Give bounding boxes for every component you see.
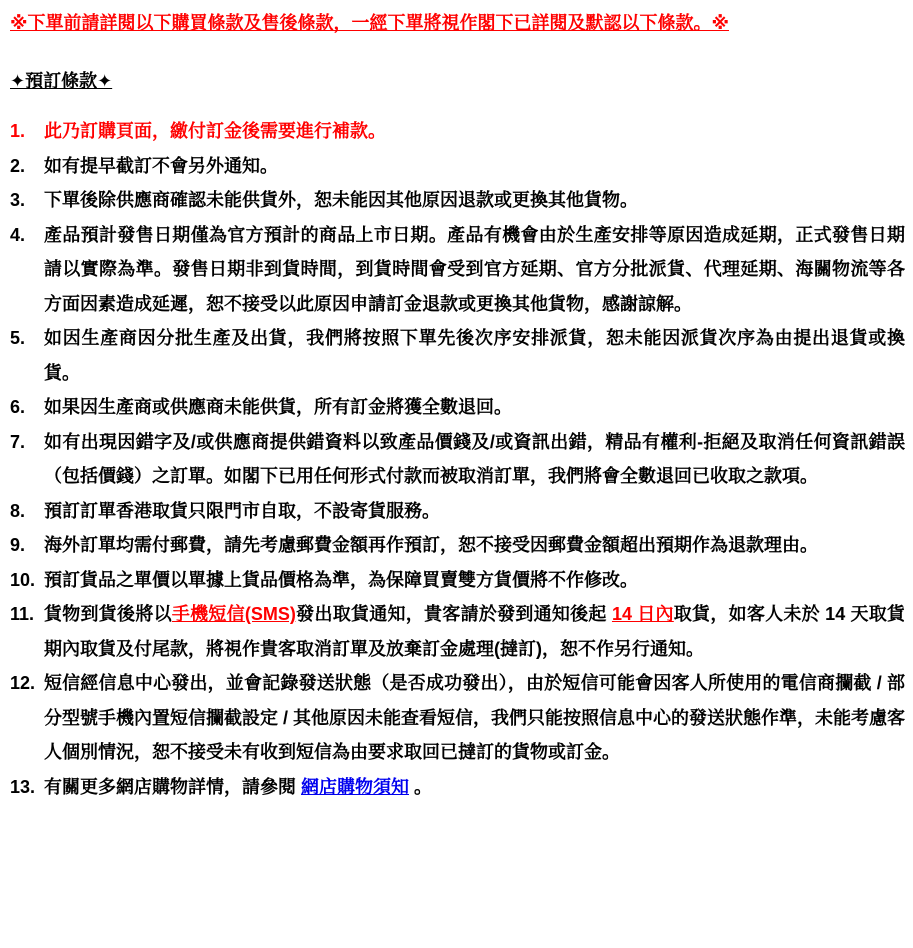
term-number: 12. xyxy=(10,673,36,693)
terms-list xyxy=(10,114,905,804)
sms-notice-emphasis: 手機短信(SMS) xyxy=(171,604,296,624)
term-number: 4. xyxy=(10,224,26,245)
term-number: 11. xyxy=(10,604,35,624)
term-item xyxy=(10,149,905,184)
term-text-segment: 如有提早截訂不會另外通知。 xyxy=(44,155,278,176)
term-text xyxy=(44,494,905,529)
term-text-segment: 下單後除供應商確認未能供貨外，恕未能因其他原因退款或更換其他貨物。 xyxy=(44,190,638,210)
term-text-segment: 短信經信息中心發出，並會記錄發送狀態（是否成功發出），由於短信可能會因客人所使用的電信商攔截 / 部分型號手機內置短信攔截設定 / 其他原因未能查看短信，我們只能按照信息中心的發送狀態作準，未能考慮客人個別情況，恕不接受未有收到短信為由要求取回已撻訂的貨物或訂金。 xyxy=(44,673,905,762)
term-text xyxy=(44,183,905,218)
term-text xyxy=(44,321,905,390)
term-item xyxy=(10,218,905,322)
term-item xyxy=(10,597,905,666)
term-item xyxy=(10,666,905,770)
term-item xyxy=(10,770,905,805)
document-title: ※下單前請詳閱以下購買條款及售後條款，一經下單將視作閣下已詳閱及默認以下條款。※ xyxy=(10,13,729,33)
term-text xyxy=(44,114,905,149)
term-text-segment: 。 xyxy=(409,776,433,797)
pickup-deadline-emphasis: 14 日內 xyxy=(611,604,674,624)
term-number: 2. xyxy=(10,155,26,176)
term-item xyxy=(10,494,905,529)
term-text-segment: 如果因生產商或供應商未能供貨，所有訂金將獲全數退回。 xyxy=(44,397,512,417)
term-number: 7. xyxy=(10,431,26,452)
term-number: 3. xyxy=(10,190,26,210)
term-text-segment: 預訂貨品之單價以單據上貨品價格為準，為保障買賣雙方貨價將不作修改。 xyxy=(44,569,638,590)
term-text-segment: 貨物到貨後將以 xyxy=(44,604,172,624)
term-text-segment: 取貨，如客人未於 14 天取貨期內取貨及付尾款，將視作貴客取消訂單及放棄訂金處理(撻訂)，恕不作另行通知。 xyxy=(44,604,906,659)
term-item xyxy=(10,563,905,598)
term-number: 8. xyxy=(10,500,26,521)
term-text xyxy=(44,563,905,598)
term-item xyxy=(10,390,905,425)
term-number: 1. xyxy=(10,121,26,141)
term-text xyxy=(44,666,905,770)
term-text xyxy=(44,218,905,322)
term-text xyxy=(44,425,905,494)
term-item xyxy=(10,183,905,218)
term-text xyxy=(44,770,905,805)
term-item xyxy=(10,114,905,149)
term-text xyxy=(44,390,905,425)
term-number: 10. xyxy=(10,569,36,590)
term-item xyxy=(10,528,905,563)
term-text xyxy=(44,528,905,563)
term-text-segment: 預訂訂單香港取貨只限門市自取，不設寄貨服務。 xyxy=(44,500,440,521)
term-text-segment: 此乃訂購頁面，繳付訂金後需要進行補款。 xyxy=(44,121,386,141)
term-text-segment: 有關更多網店購物詳情，請參閱 xyxy=(44,776,301,797)
term-item xyxy=(10,321,905,390)
term-number: 6. xyxy=(10,397,26,417)
term-number: 13. xyxy=(10,776,36,797)
preorder-terms-heading: ✦預訂條款✦ xyxy=(10,71,113,91)
term-number: 9. xyxy=(10,535,26,555)
term-text-segment: 如因生產商因分批生產及出貨，我們將按照下單先後次序安排派貨，恕未能因派貨次序為由提出退貨或換貨。 xyxy=(44,328,905,383)
term-item xyxy=(10,425,905,494)
term-text-segment: 海外訂單均需付郵費，請先考慮郵費金額再作預訂，恕不接受因郵費金額超出預期作為退款理由。 xyxy=(44,535,818,555)
term-text xyxy=(44,597,905,666)
term-text xyxy=(44,149,905,184)
term-text-segment: 產品預計發售日期僅為官方預計的商品上市日期。產品有機會由於生產安排等原因造成延期，正式發售日期請以實際為準。發售日期非到貨時間，到貨時間會受到官方延期、官方分批派貨、代理延期、海關物流等各方面因素造成延遲，恕不接受以此原因申請訂金退款或更換其他貨物，感謝諒解。 xyxy=(44,224,905,314)
term-text-segment: 如有出現因錯字及/或供應商提供錯資料以致產品價錢及/或資訊出錯，精品有權利-拒絕及取消任何資訊錯誤（包括價錢）之訂單。如閣下已用任何形式付款而被取消訂單，我們將會全數退回已收取之款項。 xyxy=(44,431,905,486)
term-text-segment: 發出取貨通知，貴客請於發到通知後起 xyxy=(295,604,612,624)
term-number: 5. xyxy=(10,328,26,348)
store-shopping-notice-link[interactable]: 網店購物須知 xyxy=(301,776,409,797)
